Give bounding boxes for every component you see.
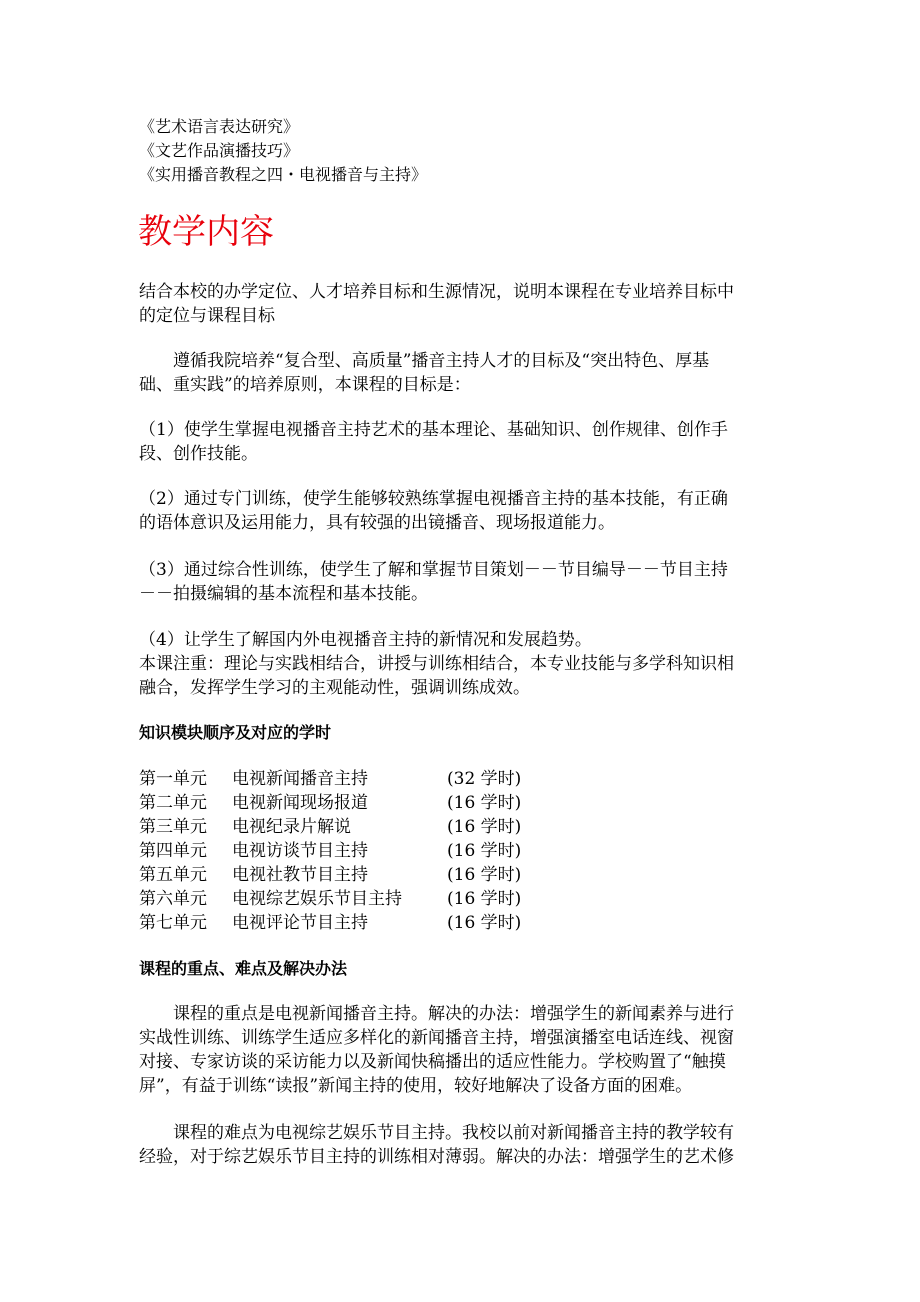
goal-item: （3）通过综合性训练，使学生了解和掌握节目策划－－节目编导－－节目主持 <box>139 560 728 580</box>
reference-item: 《实用播音教程之四・电视播音与主持》 <box>139 165 428 184</box>
text-line: 融合，发挥学生学习的主观能动性，强调训练成效。 <box>139 678 530 698</box>
text-line: 屏”，有益于训练“读报”新闻主持的使用，较好地解决了设备方面的困难。 <box>139 1076 693 1096</box>
module-name: 电视访谈节目主持 <box>232 841 368 861</box>
reference-item: 《艺术语言表达研究》 <box>139 117 300 136</box>
module-hours: (16 学时) <box>447 817 522 837</box>
text-line: 实战性训练、训练学生适应多样化的新闻播音主持，增强演播室电话连线、视窗 <box>139 1028 734 1048</box>
module-hours: (16 学时) <box>447 865 522 885</box>
section-title: 教学内容 <box>138 212 274 252</box>
text-line: 经验，对于综艺娱乐节目主持的训练相对薄弱。解决的办法：增强学生的艺术修 <box>139 1147 734 1167</box>
modules-heading: 知识模块顺序及对应的学时 <box>139 723 332 742</box>
module-name: 电视纪录片解说 <box>232 817 351 837</box>
module-name: 电视评论节目主持 <box>232 913 368 933</box>
module-unit: 第三单元 <box>139 817 207 837</box>
module-unit: 第五单元 <box>139 865 207 885</box>
module-hours: (16 学时) <box>447 793 522 813</box>
goal-item: （1）使学生掌握电视播音主持艺术的基本理论、基础知识、创作规律、创作手 <box>139 420 728 440</box>
reference-item: 《文艺作品演播技巧》 <box>139 141 300 160</box>
text-line: 课程的重点是电视新闻播音主持。解决的办法：增强学生的新闻素养与进行 <box>139 1004 734 1024</box>
module-unit: 第六单元 <box>139 889 207 909</box>
text-line: 础、重实践”的培养原则，本课程的目标是： <box>139 375 471 395</box>
goal-item-continued: 段、创作技能。 <box>139 444 258 464</box>
difficulty-heading: 课程的重点、难点及解决办法 <box>139 959 348 978</box>
module-unit: 第四单元 <box>139 841 207 861</box>
text-line: 对接、专家访谈的采访能力以及新闻快稿播出的适应性能力。学校购置了“触摸 <box>139 1052 726 1072</box>
module-name: 电视新闻播音主持 <box>232 769 368 789</box>
module-name: 电视社教节目主持 <box>232 865 368 885</box>
module-unit: 第一单元 <box>139 769 207 789</box>
goal-item: （2）通过专门训练，使学生能够较熟练掌握电视播音主持的基本技能，有正确 <box>139 489 728 509</box>
text-line: 结合本校的办学定位、人才培养目标和生源情况，说明本课程在专业培养目标中 <box>139 282 734 302</box>
text-line: 本课注重：理论与实践相结合，讲授与训练相结合，本专业技能与多学科知识相 <box>139 654 734 674</box>
text-line: 课程的难点为电视综艺娱乐节目主持。我校以前对新闻播音主持的教学较有 <box>139 1123 734 1143</box>
module-unit: 第七单元 <box>139 913 207 933</box>
module-hours: (32 学时) <box>447 769 522 789</box>
text-line: 遵循我院培养“复合型、高质量”播音主持人才的目标及“突出特色、厚基 <box>139 351 710 371</box>
goal-item: （4）让学生了解国内外电视播音主持的新情况和发展趋势。 <box>139 630 592 650</box>
module-unit: 第二单元 <box>139 793 207 813</box>
module-hours: (16 学时) <box>447 889 522 909</box>
goal-item-continued: 的语体意识及运用能力，具有较强的出镜播音、现场报道能力。 <box>139 513 615 533</box>
text-line: 的定位与课程目标 <box>139 306 275 326</box>
module-name: 电视综艺娱乐节目主持 <box>232 889 402 909</box>
module-hours: (16 学时) <box>447 913 522 933</box>
module-name: 电视新闻现场报道 <box>232 793 368 813</box>
module-hours: (16 学时) <box>447 841 522 861</box>
goal-item-continued: －－拍摄编辑的基本流程和基本技能。 <box>139 584 428 604</box>
